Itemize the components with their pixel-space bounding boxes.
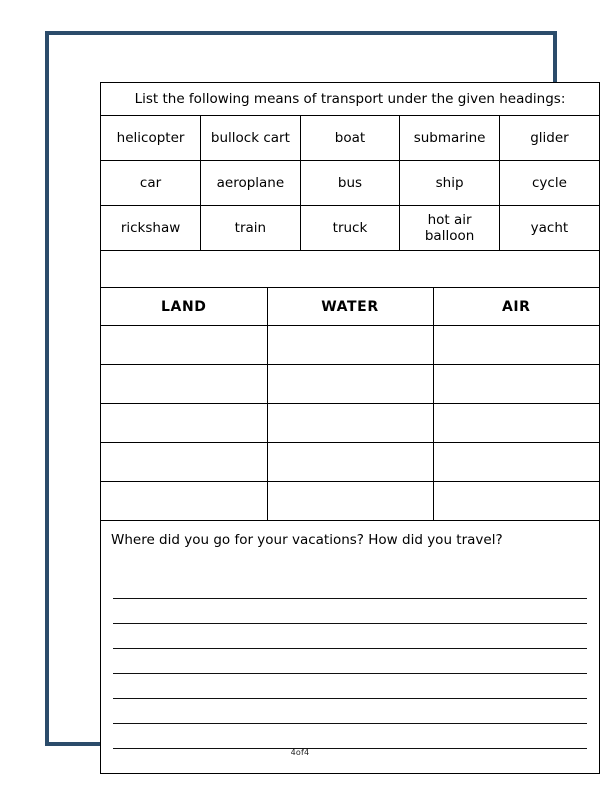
table-row [101,404,599,443]
word-cell: glider [499,116,599,161]
answer-cell-land[interactable] [101,365,267,404]
word-cell: truck [300,206,400,251]
word-cell: rickshaw [101,206,201,251]
answer-lines [111,574,589,749]
page-footer: 4of4 [290,748,310,757]
answer-cell-water[interactable] [267,326,433,365]
answer-cell-air[interactable] [433,326,599,365]
word-bank-row [101,161,599,206]
word-cell: aeroplane [201,161,301,206]
answer-cell-air[interactable] [433,482,599,521]
word-cell: submarine [400,116,500,161]
answer-cell-air[interactable] [433,443,599,482]
word-cell: bullock cart [201,116,301,161]
answer-cell-land[interactable] [101,326,267,365]
answer-line[interactable] [113,674,587,699]
column-header-air: AIR [433,288,599,326]
word-cell: cycle [499,161,599,206]
classification-table [101,288,599,521]
word-cell: ship [400,161,500,206]
column-header-water: WATER [267,288,433,326]
answer-cell-air[interactable] [433,365,599,404]
spacer-band [101,251,599,288]
question-block [101,521,599,749]
table-row [101,443,599,482]
word-bank-row [101,206,599,251]
question-prompt: Where did you go for your vacations? How did you travel? [111,532,503,548]
word-cell: helicopter [101,116,201,161]
word-cell: train [201,206,301,251]
word-cell: boat [300,116,400,161]
word-bank-row [101,116,599,161]
answer-cell-water[interactable] [267,482,433,521]
table-row [101,326,599,365]
decorative-page-frame [45,31,569,746]
table-row [101,365,599,404]
word-cell: yacht [499,206,599,251]
instruction-text: List the following means of transport under the given headings: [101,83,599,116]
answer-cell-land[interactable] [101,443,267,482]
answer-line[interactable] [113,699,587,724]
answer-cell-water[interactable] [267,365,433,404]
answer-line[interactable] [113,624,587,649]
answer-line[interactable] [113,724,587,749]
word-cell: bus [300,161,400,206]
classification-header-row [101,288,599,326]
table-row [101,482,599,521]
answer-cell-water[interactable] [267,404,433,443]
answer-cell-land[interactable] [101,482,267,521]
answer-line[interactable] [113,649,587,674]
instruction-row [101,83,599,116]
instruction-table [101,83,599,116]
worksheet-sheet [100,82,600,774]
word-bank-table [101,116,599,251]
column-header-land: LAND [101,288,267,326]
answer-cell-land[interactable] [101,404,267,443]
answer-line[interactable] [113,599,587,624]
word-cell: car [101,161,201,206]
word-cell: hot air balloon [400,206,500,251]
answer-line[interactable] [113,574,587,599]
answer-cell-air[interactable] [433,404,599,443]
answer-cell-water[interactable] [267,443,433,482]
